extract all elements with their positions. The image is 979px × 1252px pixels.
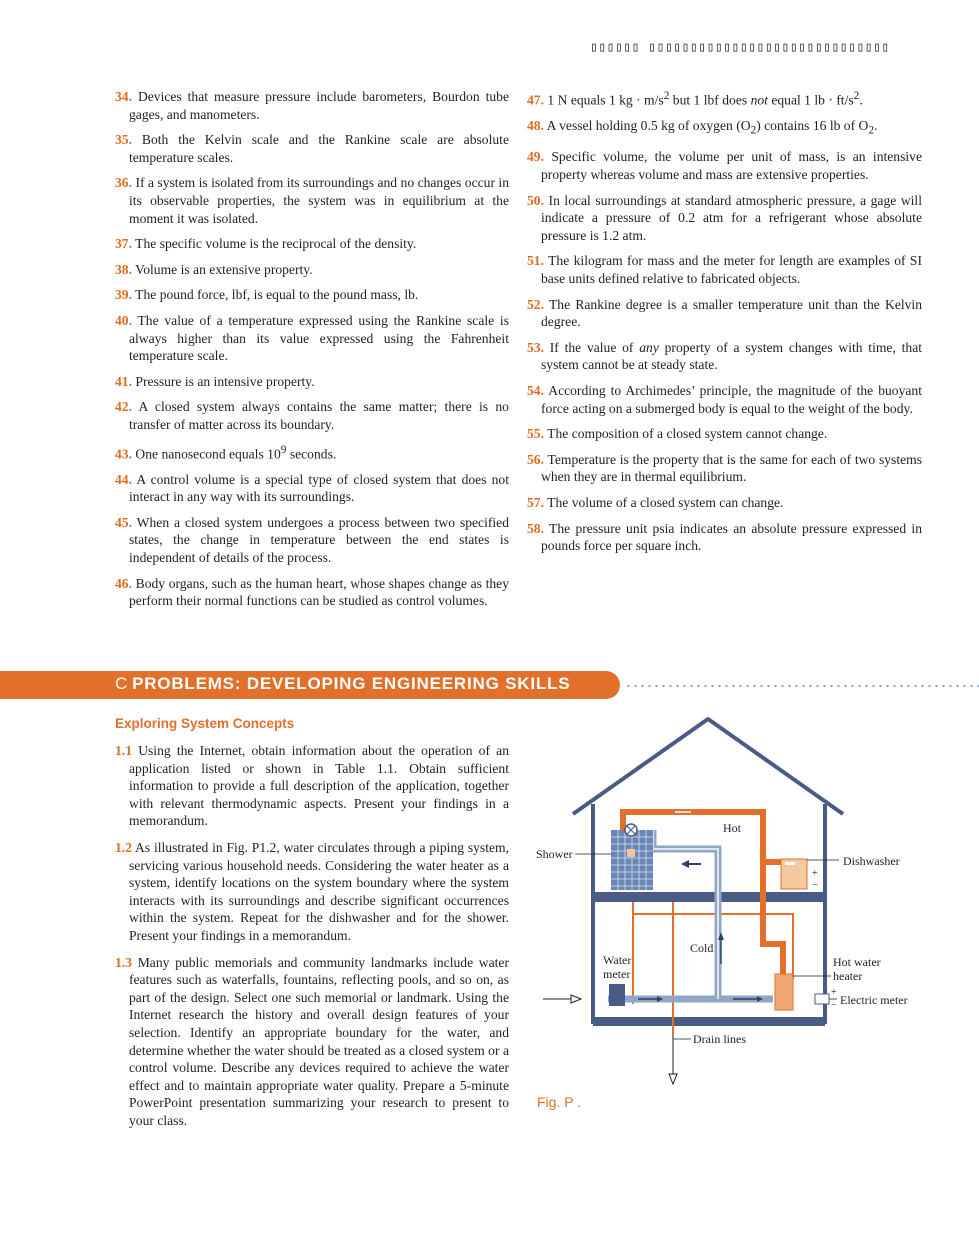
ground-floor xyxy=(593,1017,825,1026)
question-item: 53. If the value of any property of a system changes with time, that system cannot be at steady state. xyxy=(527,339,922,373)
electric-plus-label: + xyxy=(831,987,837,998)
question-item: 49. Specific volume, the volume per unit of mass, is an intensive property whereas volume and mass are extensive properties. xyxy=(527,149,922,183)
drain-lines-label: Drain lines xyxy=(693,1032,746,1046)
question-item: 50. In local surroundings at standard atmospheric pressure, a gage will indicate a pressure of 0.2 atm for a refrigerant whose absolute pressure is 1.2 atm. xyxy=(527,192,922,243)
question-item: 55. The composition of a closed system cannot change. xyxy=(527,426,828,442)
shower-stall xyxy=(611,830,653,890)
question-item: 40. The value of a temperature expressed using the Rankine scale is always higher than its value expressed using the Fahrenheit temperature scale. xyxy=(115,312,509,364)
house-wall-left xyxy=(591,804,595,1024)
question-item: 58. The pressure unit psia indicates an absolute pressure expressed in pounds force per square inch. xyxy=(527,520,922,554)
question-item: 51. The kilogram for mass and the meter for length are examples of SI base units defined relative to fabricated objects. xyxy=(527,253,922,286)
water-heater-icon xyxy=(775,974,793,1010)
subsection-title: Exploring System Concepts xyxy=(115,716,295,731)
cold-flow-arrowhead xyxy=(681,860,689,868)
cold-label: Cold xyxy=(690,941,714,955)
question-item: 38. Volume is an extensive property. xyxy=(115,261,313,277)
hot-label: Hot xyxy=(723,821,741,835)
house-wall-right xyxy=(823,804,827,1024)
dishwasher-minus-label: − xyxy=(812,880,818,891)
right-question-column xyxy=(527,88,922,563)
question-item: 44. A control volume is a special type of closed system that does not interact in any way with its surroundings. xyxy=(115,471,510,505)
house-plumbing-figure xyxy=(533,714,923,1094)
electric-meter-label: Electric meter xyxy=(840,993,908,1007)
question-item: 36. If a system is isolated from its surroundings and no changes occur in its observable properties, the system was in equilibrium at the moment it was isolated. xyxy=(115,175,509,226)
problem-item: 1.3 Many public memorials and community landmarks include water features such as waterfalls, fountains, reflecting pools, and so on, as part of the design. Select one such memorial or landmark. Using the Internet research the history and overall design features of your selection. Identify an appropriate boundary for the water, and determine whether the water should be treated as a closed system or a control volume. Describe any devices required to achieve the water effect and to maintain appropriate water quality. Prepare a 5-minute PowerPoint presentation summarizing your research to present to your class. xyxy=(115,954,509,1128)
question-item: 42. A closed system always contains the same matter; there is no transfer of matter across its boundary. xyxy=(115,399,509,432)
section-banner-title: C PROBLEMS: DEVELOPING ENGINEERING SKILLS xyxy=(115,674,571,693)
dotted-rule xyxy=(625,684,979,688)
question-item: 45. When a closed system undergoes a process between two specified states, the change in temperature between the end states is independent of details of the process. xyxy=(115,514,510,565)
question-item: 52. The Rankine degree is a smaller temperature unit than the Kelvin degree. xyxy=(527,296,922,330)
figure-caption: Fig. P . xyxy=(537,1094,582,1110)
question-item: 39. The pound force, lbf, is equal to the pound mass, lb. xyxy=(115,287,419,303)
question-item: 57. The volume of a closed system can change. xyxy=(527,494,784,510)
question-item: 54. According to Archimedes’ principle, the magnitude of the buoyant force acting on a submerged body is equal to the weight of the body. xyxy=(527,382,922,416)
dishwasher-label: Dishwasher xyxy=(843,854,900,868)
question-item: 34. Devices that measure pressure include barometers, Bourdon tube gages, and manometers. xyxy=(115,89,509,122)
question-item: 41. Pressure is an intensive property. xyxy=(115,373,315,389)
inlet-arrowhead xyxy=(571,995,581,1003)
problem-item: 1.2 As illustrated in Fig. P1.2, water circulates through a piping system, servicing various household needs. Considering the water heater as a system, identify locations on the system boundary where the system interacts with its surroundings and describe significant occurrences within the system. Repeat for the dishwasher and for the shower. Present your findings in a memorandum. xyxy=(115,839,509,943)
problem-list xyxy=(115,742,509,1138)
shower-label: Shower xyxy=(536,847,573,861)
question-item: 46. Body organs, such as the human heart, whose shapes change as they perform their normal functions can be studied as control volumes. xyxy=(115,575,510,609)
drain-arrowhead xyxy=(669,1074,677,1084)
water-meter-label-line1: Water xyxy=(603,953,632,967)
electric-minus-label: − xyxy=(831,1000,837,1011)
house-roof xyxy=(573,719,843,814)
water-meter-label-line2: meter xyxy=(603,967,631,981)
dishwasher-plus-label: + xyxy=(812,868,818,879)
left-question-column xyxy=(115,88,509,618)
question-item: 43. One nanosecond equals $10^9$ seconds. xyxy=(115,443,337,462)
hot-water-heater-label-line2: heater xyxy=(833,969,863,983)
question-item: 48. A vessel holding 0.5 kg of oxygen $(O_2)$ contains 16 lb of $O_2$. xyxy=(527,118,878,137)
problem-item: 1.1 Using the Internet, obtain information about the operation of an application listed or shown in Table 1.1. Obtain sufficient information to provide a full description of the application, together with relevant thermodynamic aspects. Present your findings in a memorandum. xyxy=(115,743,509,829)
hot-pipe-riser xyxy=(763,862,783,976)
question-item: 35. Both the Kelvin scale and the Rankine scale are absolute temperature scales. xyxy=(115,132,509,165)
hot-water-heater-label-line1: Hot water xyxy=(833,955,881,969)
electric-meter-icon xyxy=(815,994,829,1004)
water-meter-icon xyxy=(609,984,625,1006)
question-item: 56. Temperature is the property that is the same for each of two systems when they are in thermal equilibrium. xyxy=(527,451,923,485)
upper-floor xyxy=(593,892,825,902)
shower-head-icon xyxy=(627,849,635,857)
question-item: 37. The specific volume is the reciprocal of the density. xyxy=(115,236,417,252)
question-item: 47. 1 N equals 1 kg · $m/s^2$ but 1 lbf does not equal 1 lb · $ft/s^2$. xyxy=(527,90,863,108)
running-head: ▯▯▯▯▯▯ ▯▯▯▯▯▯▯▯▯▯▯▯▯▯▯▯▯▯▯▯▯▯▯▯▯▯▯▯▯ xyxy=(590,40,890,55)
